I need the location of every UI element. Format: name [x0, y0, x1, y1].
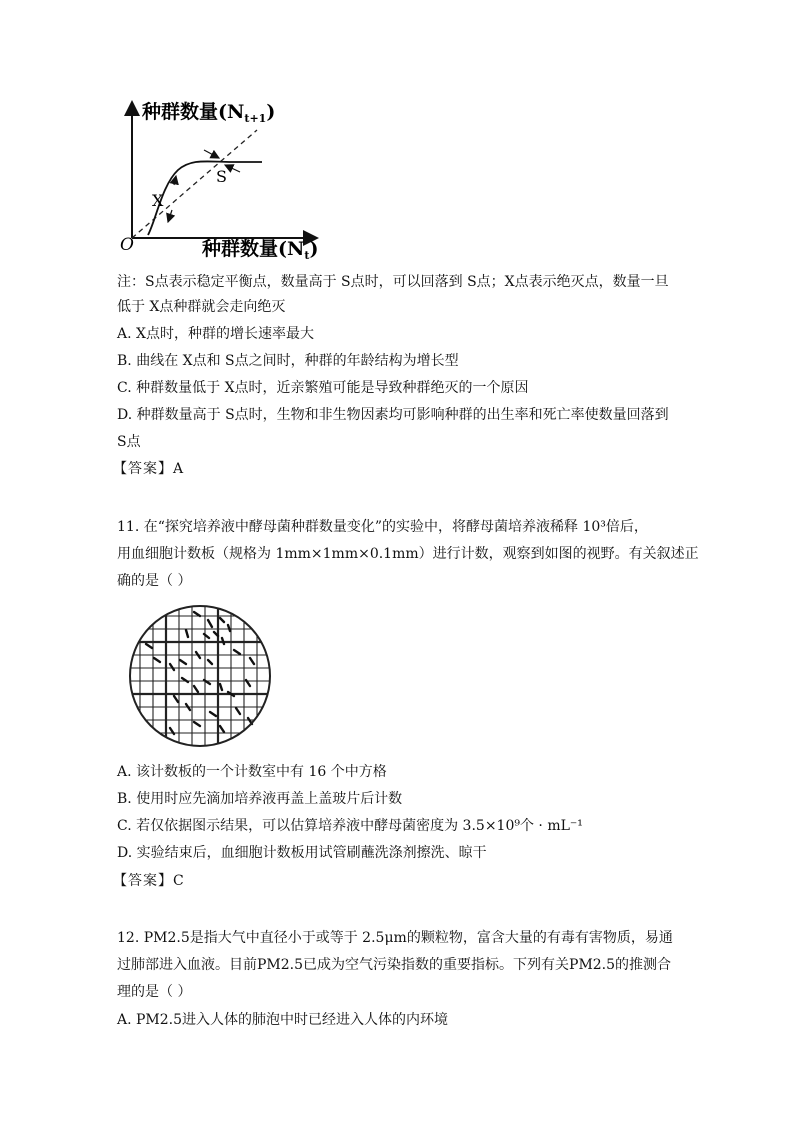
q12-stem-line1: 12. PM2.5是指大气中直径小于或等于 2.5μm的颗粒物，富含大量的有毒有害物质，易通	[117, 930, 673, 946]
answer-value: A	[173, 461, 184, 477]
q11-stem-line2: 用血细胞计数板（规格为 1mm×1mm×0.1mm）进行计数，观察到如图的视野。有关叙述正	[117, 546, 699, 562]
s-arrow-left	[204, 150, 219, 158]
hemocytometer-view	[124, 600, 276, 752]
answer-value: C	[173, 873, 184, 889]
q10-note-line1: 注：S点表示稳定平衡点，数量高于 S点时，可以回落到 S点；X点表示绝灭点，数量一旦	[117, 274, 669, 290]
q11-stem-line1: 11. 在“探究培养液中酵母菌种群数量变化”的实验中，将酵母菌培养液稀释 10³倍后，	[117, 519, 648, 535]
q10-option-d-line2: S点	[117, 434, 141, 450]
answer-label: 【答案】	[113, 461, 173, 477]
q10-note-line2: 低于 X点种群就会走向绝灭	[117, 299, 286, 315]
q11-option-a: A. 该计数板的一个计数室中有 16 个中方格	[117, 764, 387, 780]
q11-option-d: D. 实验结束后，血细胞计数板用试管刷蘸洗涤剂擦洗、晾干	[117, 845, 487, 861]
answer-label: 【答案】	[113, 873, 173, 889]
q11-option-c: C. 若仅依据图示结果，可以估算培养液中酵母菌密度为 3.5×10⁹个 · mL⁻¹	[117, 818, 583, 834]
q12-stem-line3: 理的是（ ）	[117, 984, 192, 1000]
origin-label: O	[120, 235, 134, 255]
x-arrow-up	[174, 176, 176, 185]
population-graph	[112, 90, 342, 265]
q11-stem-line3: 确的是（ ）	[117, 573, 192, 589]
q10-option-c: C. 种群数量低于 X点时，近亲繁殖可能是导致种群绝灭的一个原因	[117, 380, 529, 396]
point-s-label: S	[216, 167, 227, 186]
q12-option-a: A. PM2.5进入人体的肺泡中时已经进入人体的内环境	[117, 1012, 449, 1028]
q10-option-a: A. X点时，种群的增长速率最大	[117, 326, 314, 342]
yeast-cells	[146, 612, 254, 734]
x-arrow-down	[168, 210, 172, 222]
q11-answer	[113, 871, 184, 891]
diagonal-dashed-line	[132, 130, 257, 238]
y-axis-label: 种群数量$(N_{t+1})$	[142, 101, 276, 125]
q10-option-b: B. 曲线在 X点和 S点之间时，种群的年龄结构为增长型	[117, 353, 459, 369]
q10-option-d-line1: D. 种群数量高于 S点时，生物和非生物因素均可影响种群的出生率和死亡率使数量回落到	[117, 407, 669, 423]
q10-answer	[113, 459, 183, 479]
growth-curve	[148, 161, 262, 235]
x-axis-label: 种群数量$(N_t)$	[202, 238, 319, 262]
q12-stem-line2: 过肺部进入血液。目前PM2.5已成为空气污染指数的重要指标。下列有关PM2.5的推测合	[117, 957, 672, 973]
s-arrow-right	[225, 165, 240, 172]
q11-option-b: B. 使用时应先滴加培养液再盖上盖玻片后计数	[117, 791, 403, 807]
point-x-label: X	[152, 191, 164, 210]
